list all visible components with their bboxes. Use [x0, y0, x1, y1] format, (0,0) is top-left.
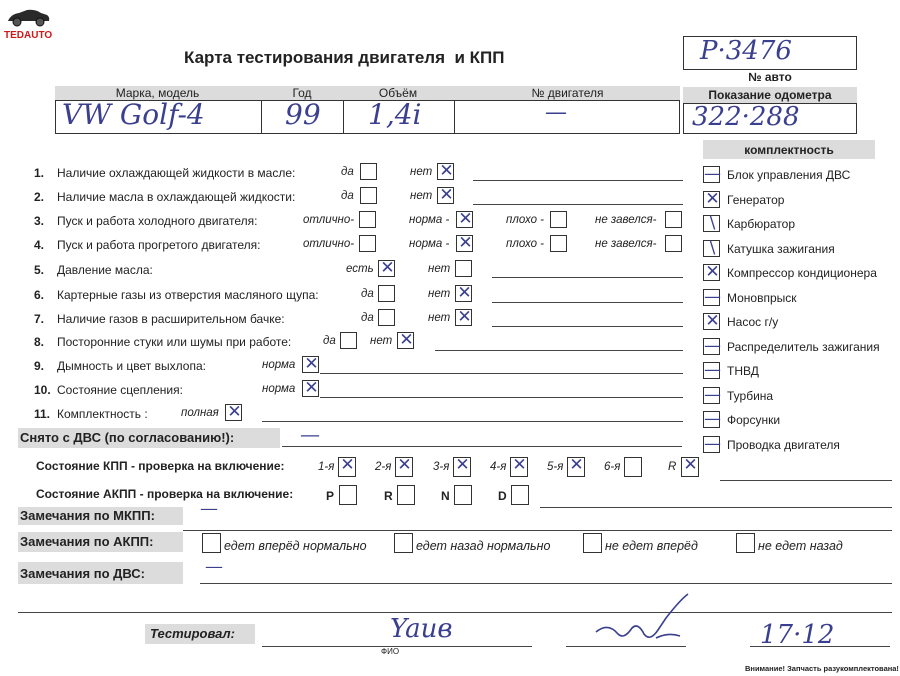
check-mark-icon: —	[704, 335, 721, 356]
item3-ploho-box[interactable]	[550, 211, 567, 228]
removed-line	[282, 446, 682, 447]
akpp-remark-box[interactable]	[202, 533, 221, 553]
removed-value: —	[300, 422, 320, 446]
item-number: 7.	[34, 312, 45, 326]
check-mark-icon: ✕	[457, 307, 472, 327]
completeness-box[interactable]	[703, 264, 720, 281]
item4-otlichno-box[interactable]	[359, 235, 376, 252]
engine-no-value: —	[545, 100, 567, 125]
completeness-label: Проводка двигателя	[727, 437, 840, 452]
akpp-gear-label: N	[441, 489, 450, 503]
check-mark-icon: ✕	[683, 455, 698, 475]
tested-by-label: Тестировал:	[150, 626, 235, 641]
item-text: Наличие масла в охлаждающей жидкости:	[57, 190, 296, 204]
opt-da: да	[361, 288, 374, 300]
item2-line	[473, 204, 683, 205]
remarks-dvs-line	[200, 583, 892, 584]
check-mark-icon: ✕	[340, 455, 355, 475]
check-mark-icon: —	[704, 384, 721, 405]
completeness-box[interactable]	[703, 215, 720, 232]
opt-ne-zavelsya: не завелся-	[595, 238, 657, 250]
remarks-dvs-value: —	[205, 556, 223, 577]
opt-ploho: плохо -	[506, 214, 544, 226]
check-mark-icon: ✕	[705, 188, 720, 209]
kpp-gear-label: 5-я	[547, 461, 564, 473]
check-mark-icon: \	[709, 213, 716, 233]
completeness-label: Форсунки	[727, 413, 781, 427]
opt-net: нет	[410, 166, 433, 178]
item2-net-box[interactable]	[437, 187, 454, 204]
odometer-value: 322·288	[692, 102, 800, 132]
completeness-box[interactable]	[703, 411, 720, 428]
item4-norma-box[interactable]	[456, 235, 473, 252]
completeness-label: Турбина	[727, 388, 774, 403]
item8-line	[435, 350, 683, 351]
completeness-label: Генератор	[727, 192, 785, 207]
kpp-gear-box[interactable]	[567, 457, 585, 477]
item3-otlichno-box[interactable]	[359, 211, 376, 228]
kpp-line	[720, 480, 892, 481]
check-mark-icon: ✕	[457, 283, 472, 303]
check-mark-icon: \	[709, 237, 716, 258]
kpp-label: Состояние КПП - проверка на включение:	[36, 459, 285, 473]
completeness-box[interactable]	[703, 188, 720, 209]
completeness-label: Катушка зажигания	[727, 241, 835, 256]
completeness-box[interactable]	[703, 384, 721, 405]
volume-value: 1,4i	[368, 98, 422, 131]
opt-norma: норма	[262, 359, 296, 371]
item-number: 3.	[34, 214, 45, 228]
opt-da: да	[341, 190, 354, 202]
make-label: Марка, модель	[115, 86, 200, 100]
engine-no-cell	[454, 100, 680, 134]
item3-norma-box[interactable]	[456, 211, 473, 228]
auto-number-value: Р·3476	[700, 36, 792, 66]
item-text: Наличие газов в расширительном бачке:	[57, 312, 285, 326]
kpp-gear-box[interactable]	[338, 457, 356, 477]
item7-net-box[interactable]	[455, 309, 472, 326]
item1-net-box[interactable]	[437, 163, 454, 180]
item-number: 11.	[34, 407, 51, 421]
check-mark-icon: —	[704, 360, 721, 380]
item4-ne-zavelsya-box[interactable]	[665, 235, 682, 252]
item8-da-box[interactable]	[340, 332, 357, 349]
item7-line	[492, 326, 683, 327]
check-mark-icon: —	[704, 286, 721, 307]
kpp-gear-label: 6-я	[604, 461, 621, 473]
completeness-box[interactable]	[703, 313, 720, 330]
akpp-gear-box[interactable]	[511, 485, 529, 505]
item1-da-box[interactable]	[360, 163, 377, 180]
item-text: Дымность и цвет выхлопа:	[57, 359, 206, 373]
tester-name: Yaив	[390, 614, 453, 644]
akpp-gear-label: R	[384, 489, 393, 503]
akpp-remark-box[interactable]	[736, 533, 755, 553]
item-text: Состояние сцепления:	[57, 383, 183, 397]
item6-net-box[interactable]	[455, 285, 472, 302]
check-mark-icon: —	[704, 433, 721, 454]
opt-ploho: плохо -	[506, 238, 544, 250]
opt-da: да	[323, 335, 336, 347]
opt-ne-zavelsya: не завелся-	[595, 214, 657, 226]
kpp-gear-box[interactable]	[681, 457, 699, 477]
item1-line	[473, 180, 683, 181]
akpp-remark-box[interactable]	[583, 533, 602, 553]
check-mark-icon: ✕	[380, 258, 395, 278]
item-text: Пуск и работа прогретого двигателя:	[57, 238, 261, 252]
completeness-box[interactable]	[703, 362, 720, 379]
kpp-gear-label: 1-я	[318, 461, 335, 473]
logo-text: TEDAUTO	[4, 30, 53, 41]
kpp-gear-box[interactable]	[510, 457, 528, 477]
remarks-extra-line	[18, 612, 892, 613]
opt-net: нет	[410, 190, 433, 202]
completeness-box[interactable]	[703, 433, 721, 454]
test-date: 17·12	[760, 620, 835, 650]
completeness-title: комплектность	[744, 143, 834, 157]
engine-no-label: № двигателя	[531, 86, 604, 100]
item7-da-box[interactable]	[378, 309, 395, 326]
item-number: 2.	[34, 190, 45, 204]
akpp-gear-label: P	[326, 489, 335, 503]
item-number: 8.	[34, 335, 45, 349]
akpp-gear-box[interactable]	[339, 485, 357, 505]
kpp-gear-label: R	[668, 461, 677, 473]
akpp-gear-box[interactable]	[397, 485, 415, 505]
check-mark-icon: ✕	[439, 161, 454, 181]
kpp-gear-label: 4-я	[490, 461, 507, 473]
item-number: 10.	[34, 383, 51, 397]
remarks-mkpp-line	[183, 530, 892, 531]
akpp-remark-label: едет назад нормально	[416, 539, 551, 553]
item-number: 1.	[34, 166, 45, 180]
check-mark-icon: ✕	[439, 185, 454, 205]
item2-da-box[interactable]	[360, 187, 377, 204]
item-number: 4.	[34, 238, 45, 252]
car-icon	[5, 6, 51, 28]
item-text: Пуск и работа холодного двигателя:	[57, 214, 258, 228]
opt-est: есть	[346, 263, 374, 275]
completeness-box[interactable]	[703, 237, 720, 258]
remarks-akpp-label: Замечания по АКПП:	[20, 534, 154, 549]
kpp-gear-label: 2-я	[375, 461, 392, 473]
check-mark-icon: ✕	[399, 330, 414, 350]
completeness-box[interactable]	[703, 335, 721, 356]
akpp-remark-box[interactable]	[394, 533, 413, 553]
item11-polnaya-box[interactable]	[225, 404, 242, 421]
check-mark-icon: ✕	[458, 209, 473, 229]
item10-line	[320, 397, 683, 398]
item4-ploho-box[interactable]	[550, 235, 567, 252]
opt-net: нет	[428, 312, 451, 324]
akpp-line	[540, 507, 892, 508]
auto-number-label: № авто	[748, 70, 792, 84]
item-text: Комплектность :	[57, 407, 148, 421]
kpp-gear-label: 3-я	[433, 461, 450, 473]
completeness-box[interactable]	[703, 286, 721, 307]
item-text: Посторонние стуки или шумы при работе:	[57, 335, 292, 349]
opt-norma: норма -	[409, 214, 450, 226]
remarks-dvs-label: Замечания по ДВС:	[20, 566, 145, 581]
fio-label: ФИО	[381, 647, 400, 656]
check-mark-icon: ✕	[304, 354, 319, 374]
item-number: 5.	[34, 263, 45, 277]
item5-est-box[interactable]	[378, 260, 395, 277]
item5-line	[492, 277, 683, 278]
opt-polnaya: полная	[181, 407, 219, 419]
check-mark-icon: ✕	[512, 455, 527, 475]
opt-otlichno: отлично-	[303, 238, 355, 250]
check-mark-icon: ✕	[705, 311, 720, 331]
item-number: 6.	[34, 288, 45, 302]
year-label: Год	[292, 86, 312, 100]
item5-net-box[interactable]	[455, 260, 472, 277]
opt-da: да	[361, 312, 374, 324]
item11-line	[262, 421, 683, 422]
form-title: Карта тестирования двигателя и КПП	[184, 48, 505, 67]
kpp-gear-box[interactable]	[624, 457, 642, 477]
kpp-gear-box[interactable]	[453, 457, 471, 477]
opt-net: нет	[428, 263, 451, 275]
check-mark-icon: —	[704, 164, 721, 184]
remarks-mkpp-label: Замечания по МКПП:	[20, 508, 155, 523]
make-value: VW Golf-4	[62, 98, 205, 131]
logo	[4, 4, 52, 42]
akpp-remark-label: не едет вперёд	[605, 539, 698, 553]
volume-label: Объём	[378, 86, 418, 100]
akpp-remark-label: едет вперёд нормально	[224, 539, 367, 553]
year-value: 99	[285, 98, 321, 131]
check-mark-icon: ✕	[397, 455, 412, 475]
check-mark-icon: ✕	[455, 455, 470, 475]
akpp-gear-label: D	[498, 489, 507, 503]
check-mark-icon: ✕	[569, 455, 584, 475]
item6-line	[492, 302, 683, 303]
completeness-label: Насос г/у	[727, 315, 779, 329]
completeness-label: Блок управления ДВС	[727, 168, 851, 182]
completeness-box[interactable]	[703, 166, 720, 183]
akpp-label: Состояние АКПП - проверка на включение:	[36, 487, 294, 501]
warning-text: Внимание! Запчасть разукомплектована!	[745, 664, 899, 673]
removed-label: Снято с ДВС (по согласованию!):	[20, 430, 235, 445]
akpp-gear-box[interactable]	[454, 485, 472, 505]
opt-norma: норма -	[409, 238, 450, 250]
item9-line	[320, 373, 683, 374]
check-mark-icon: ✕	[458, 233, 473, 253]
item8-net-box[interactable]	[397, 332, 414, 349]
remarks-mkpp-value: —	[200, 498, 218, 519]
check-mark-icon: ✕	[705, 262, 720, 282]
check-mark-icon: ✕	[304, 378, 319, 398]
completeness-label: Распределитель зажигания	[727, 339, 880, 354]
opt-net: нет	[428, 288, 451, 300]
completeness-label: Карбюратор	[727, 217, 796, 231]
completeness-label: Компрессор кондиционера	[727, 266, 877, 280]
opt-da: да	[341, 166, 354, 178]
item10-norma-box[interactable]	[302, 380, 319, 397]
item-number: 9.	[34, 359, 45, 373]
completeness-label: Моновпрыск	[727, 290, 797, 305]
item9-norma-box[interactable]	[302, 356, 319, 373]
check-mark-icon: ✕	[227, 402, 242, 422]
check-mark-icon: —	[704, 409, 721, 429]
opt-otlichno: отлично-	[303, 214, 355, 226]
item-text: Давление масла:	[57, 263, 153, 277]
signature-icon	[588, 592, 698, 652]
opt-net: нет	[370, 335, 393, 347]
kpp-gear-box[interactable]	[395, 457, 413, 477]
completeness-label: ТНВД	[727, 364, 759, 378]
item6-da-box[interactable]	[378, 285, 395, 302]
akpp-remark-label: не едет назад	[758, 539, 843, 553]
odometer-label: Показание одометра	[708, 88, 832, 102]
item3-ne-zavelsya-box[interactable]	[665, 211, 682, 228]
opt-norma: норма	[262, 383, 296, 395]
item-text: Наличие охлаждающей жидкости в масле:	[57, 166, 296, 180]
item-text: Картерные газы из отверстия масляного щупа:	[57, 288, 319, 302]
